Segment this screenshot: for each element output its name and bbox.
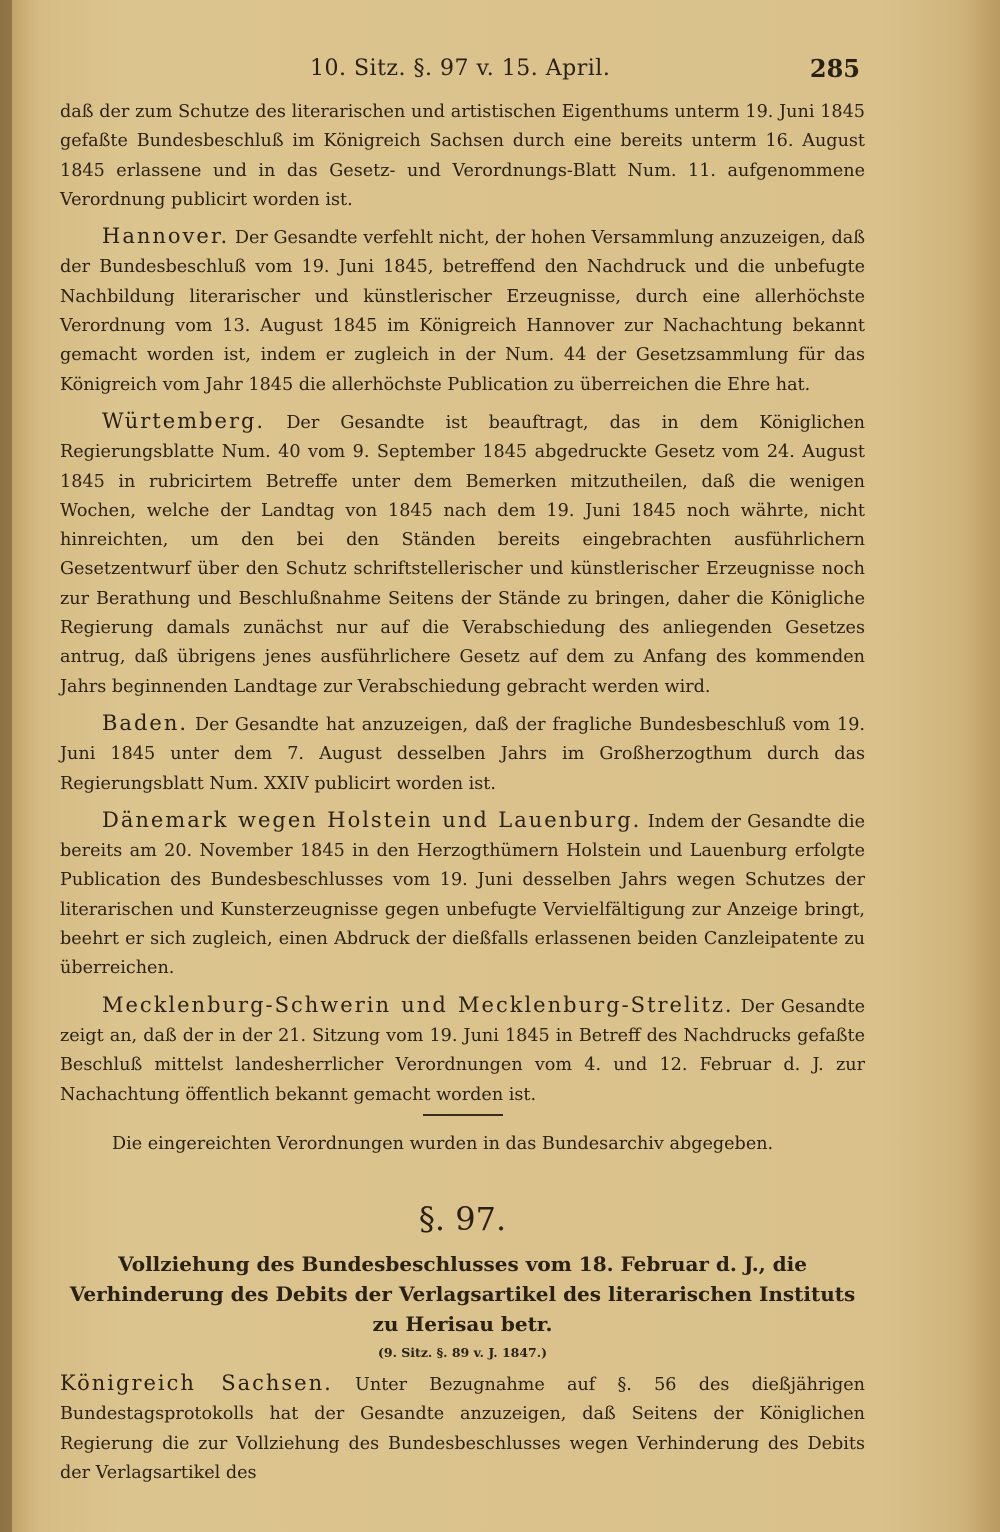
paragraph-text: Unter Bezugnahme auf §. 56 des dießjährigen Bundestagsprotokolls hat der Gesandte anzuzeigen, daß Seitens der Königlichen Regierung die zur Vollziehung des Bundesbeschlusses wegen Verhinderung des Debits der Verlagsartikel des: [60, 1375, 865, 1483]
state-name: Königreich Sachsen.: [60, 1371, 333, 1396]
paragraph-sachsen: [60, 1369, 865, 1488]
running-head: 10. Sitz. §. 97 v. 15. April.: [310, 56, 611, 81]
paragraph-text: Der Gesandte hat anzuzeigen, daß der fragliche Bundesbeschluß vom 19. Juni 1845 unter dem 7. August desselben Jahrs im Großherzogthum durch das Regierungsblatt Num. XXIV publicirt worden ist.: [60, 714, 866, 794]
page-body: [60, 98, 865, 1488]
book-spine-shadow: [0, 0, 12, 1532]
paragraph-text: Der Gesandte verfehlt nicht, der hohen Versammlung anzuzeigen, daß der Bundesbeschluß vom 19. Juni 1845, betreffend den Nachdruck und die unbefugte Nachbildung literarischer und künstlerischer Erzeugnisse, durch eine allerhöchste Verordnung vom 13. August 1845 im Königreich Hannover zur Nachachtung bekannt gemacht worden ist, indem er zugleich in der Num. 44 der Gesetzsammlung für das Königreich vom Jahr 1845 die allerhöchste Publication zu überreichen die Ehre hat.: [60, 228, 865, 395]
paragraph-hannover: [60, 222, 865, 400]
page-header: [60, 52, 860, 88]
paragraph-text: Der Gesandte zeigt an, daß der in der 21. Sitzung vom 19. Juni 1845 in Betreff des Nachdrucks gefaßte Beschluß mittelst landesherrlicher Verordnungen vom 4. und 12. Februar d. J. zur Nachachtung öffentlich bekannt gemacht worden ist.: [60, 996, 865, 1105]
paragraph-text: Der Gesandte ist beauftragt, das in dem Königlichen Regierungsblatte Num. 40 vom 9. September 1845 abgedruckte Gesetz vom 24. August 1845 in rubricirtem Betreffe unter dem Bemerken mitzutheilen, daß die wenigen Wochen, welche der Landtag von 1845 nach dem 19. Juni 1845 noch währte, nicht hinreichten, um den bei den Ständen bereits eingebrachten ausführlichern Gesetzentwurf über den Schutz schriftstellerischer und künstlerischer Erzeugnisse noch zur Berathung und Beschlußnahme Seitens der Stände zu bringen, daher die Königliche Regierung damals zunächst nur auf die Verabschiedung des anliegenden Gesetzes antrug, daß übrigens jenes ausführlichere Gesetz auf dem zu Anfang des kommenden Jahrs beginnenden Landtage zur Verabschiedung gebracht werden wird.: [60, 412, 866, 697]
state-name: Mecklenburg-Schwerin und Mecklenburg-Strelitz.: [102, 992, 734, 1017]
paragraph-continuation: [60, 98, 865, 215]
paragraph-text: daß der zum Schutze des literarischen und artistischen Eigenthums unterm 19. Juni 1845 gefaßte Bundesbeschluß im Königreich Sachsen durch eine bereits unterm 16. August 1845 erlassene und in das Gesetz- und Verordnungs-Blatt Num. 11. aufgenommene Verordnung publicirt worden ist.: [60, 102, 865, 210]
section-title: Vollziehung des Bundesbeschlusses vom 18. Februar d. J., die Verhinderung des Debits der Verlagsartikel des literarischen Instituts zu Herisau betr.: [69, 1252, 856, 1337]
section-reference: (9. Sitz. §. 89 v. J. 1847.): [377, 1345, 548, 1361]
paragraph-daenemark: [60, 806, 865, 984]
paragraph-mecklenburg: [60, 991, 865, 1110]
paragraph-baden: [60, 709, 865, 799]
divider-rule: [423, 1114, 503, 1116]
section-number: §. 97.: [418, 1200, 507, 1239]
paragraph-wuertemberg: [60, 407, 865, 702]
closing-note: Die eingereichten Verordnungen wurden in das Bundesarchiv abgegeben.: [112, 1133, 774, 1154]
state-name: Würtemberg.: [102, 408, 266, 433]
paragraph-text: Indem der Gesandte die bereits am 20. November 1845 in den Herzogthümern Holstein und Lauenburg erfolgte Publication des Bundesbeschlusses vom 19. Juni desselben Jahrs wegen Schutzes der literarischen und Kunsterzeugnisse gegen unbefugte Vervielfältigung zur Anzeige bringt, beehrt er sich zugleich, einen Abdruck der dießfalls erlassenen beiden Canzleipatente zu überreichen.: [60, 811, 865, 979]
state-name: Dänemark wegen Holstein und Lauenburg.: [102, 807, 642, 832]
page-number: 285: [809, 54, 860, 83]
state-name: Baden.: [102, 710, 189, 735]
state-name: Hannover.: [102, 224, 230, 249]
